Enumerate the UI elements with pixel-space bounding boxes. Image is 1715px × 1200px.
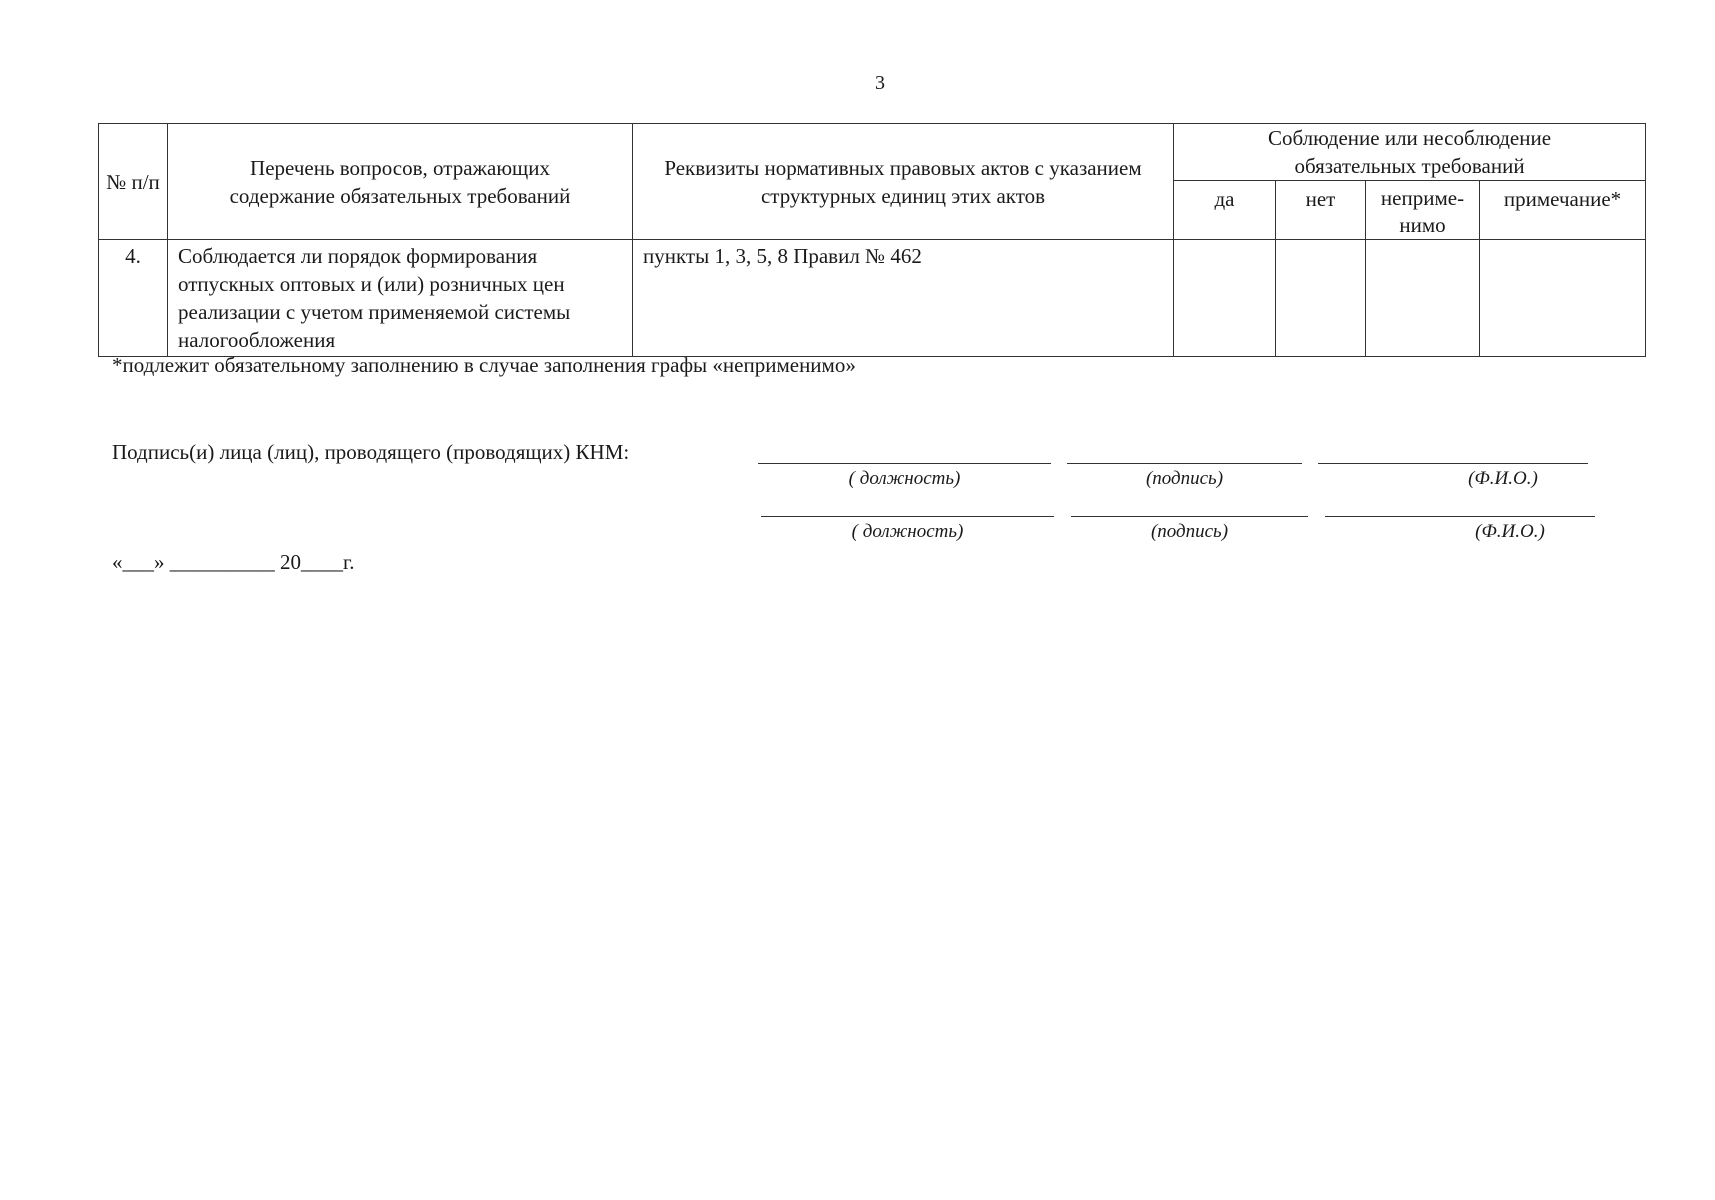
header-compliance: Соблюдение или несоблюдение обязательных требований <box>1174 124 1646 181</box>
position-line-1[interactable] <box>758 463 1051 464</box>
signature-hint-2: (подпись) <box>1150 521 1229 542</box>
name-hint-2: (Ф.И.О.) <box>1475 521 1545 542</box>
header-not-applicable: неприме-нимо <box>1366 181 1480 240</box>
signature-hint-1: (подпись) <box>1145 468 1224 489</box>
row-not-applicable-cell[interactable] <box>1366 240 1480 357</box>
header-requisites: Реквизиты нормативных правовых актов с указанием структурных единиц этих актов <box>633 124 1174 240</box>
name-line-1[interactable] <box>1318 463 1588 464</box>
footnote: *подлежит обязательному заполнению в случае заполнения графы «неприменимо» <box>112 353 856 377</box>
signature-line-2[interactable] <box>1071 516 1308 517</box>
header-num: № п/п <box>99 124 168 240</box>
header-no: нет <box>1276 181 1366 240</box>
header-yes: да <box>1174 181 1276 240</box>
row-no-cell[interactable] <box>1276 240 1366 357</box>
position-hint-2: ( должность) <box>851 521 964 542</box>
row-question: Соблюдается ли порядок формирования отпускных оптовых и (или) розничных цен реализации с учетом применяемой системы налогообложения <box>168 240 633 357</box>
name-hint-1: (Ф.И.О.) <box>1468 468 1538 489</box>
date-line[interactable]: «___» __________ 20____г. <box>112 550 355 574</box>
name-line-2[interactable] <box>1325 516 1595 517</box>
signature-line-1[interactable] <box>1067 463 1302 464</box>
position-line-2[interactable] <box>761 516 1054 517</box>
page-number: 3 <box>875 72 885 94</box>
row-requisites: пункты 1, 3, 5, 8 Правил № 462 <box>633 240 1174 357</box>
header-questions: Перечень вопросов, отражающих содержание обязательных требований <box>168 124 633 240</box>
table-row <box>99 240 1646 357</box>
row-note-cell[interactable] <box>1480 240 1646 357</box>
checklist-table <box>98 123 1646 357</box>
position-hint-1: ( должность) <box>848 468 961 489</box>
signature-caption: Подпись(и) лица (лиц), проводящего (проводящих) КНМ: <box>112 440 630 464</box>
header-note: примечание* <box>1480 181 1646 240</box>
row-num: 4. <box>99 240 168 357</box>
row-yes-cell[interactable] <box>1174 240 1276 357</box>
